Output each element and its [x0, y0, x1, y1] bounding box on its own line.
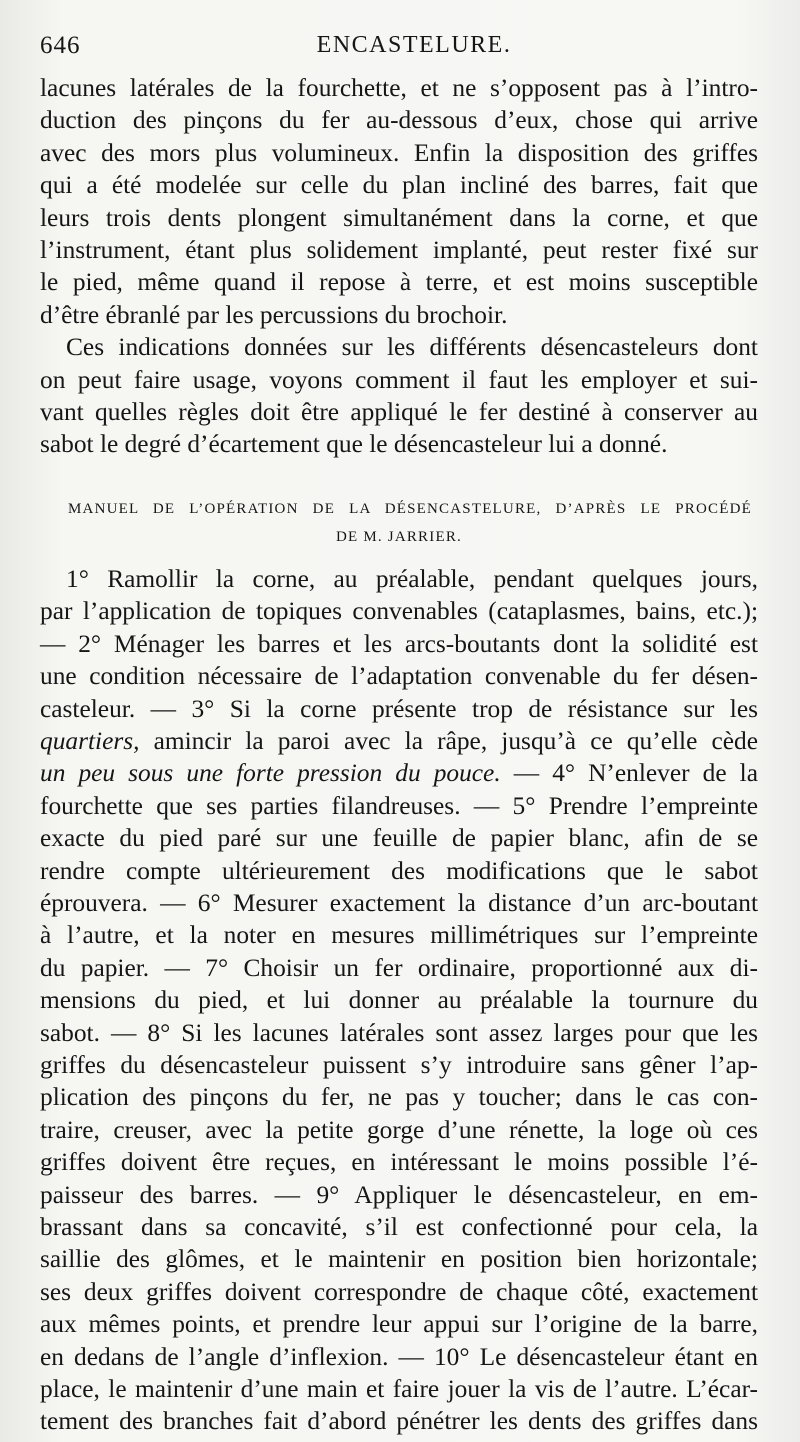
text-line: rendre compte ultérieurement des modifications que le sabot — [40, 856, 758, 885]
text-line: tement des branches fait d’abord pénétrer les dents des griffes dans — [40, 1407, 758, 1436]
paragraph-1 — [40, 72, 758, 331]
section-heading-line: DE M. JARRIER. — [336, 528, 462, 545]
italic-phrase: un peu sous une forte pression du pouce. — [40, 759, 501, 788]
text-line: casteleur. — 3° Si la corne présente trop de résistance sur les — [40, 694, 758, 723]
text-line: à l’autre, et la noter en mesures millimétriques sur l’empreinte — [40, 921, 758, 950]
text-line: plication des pinçons du fer, ne pas y toucher; dans le cas con- — [40, 1083, 758, 1112]
italic-phrase: quartiers, — [40, 726, 140, 755]
section-heading — [40, 497, 758, 549]
text-line: vant quelles règles doit être appliqué le fer destiné à conserver au — [40, 398, 758, 427]
text-line: une condition nécessaire de l’adaptation convenable du fer désen- — [40, 662, 758, 691]
text-line: aux mêmes points, et prendre leur appui sur l’origine de la barre, — [40, 1310, 758, 1339]
text-line: exacte du pied paré sur une feuille de papier blanc, afin de se — [40, 824, 758, 853]
text-line: 1° Ramollir la corne, au préalable, pendant quelques jours, — [66, 564, 758, 593]
text-line: traire, creuser, avec la petite gorge d’une rénette, la loge où ces — [40, 1115, 758, 1144]
text-line: éprouvera. — 6° Mesurer exactement la distance d’un arc-boutant — [40, 888, 758, 917]
text-line: paisseur des barres. — 9° Appliquer le désencasteleur, en em- — [40, 1180, 758, 1209]
text-line: qui a été modelée sur celle du plan incliné des barres, fait que — [40, 171, 758, 200]
procedure-steps — [40, 563, 758, 1438]
text-line: avec des mors plus volumineux. Enfin la disposition des griffes — [40, 138, 758, 167]
text-line: d’être ébranlé par les percussions du brochoir. — [40, 300, 508, 329]
text-line: on peut faire usage, voyons comment il faut les employer et sui- — [40, 365, 758, 394]
text-line: lacunes latérales de la fourchette, et ne s’opposent pas à l’intro- — [40, 74, 758, 102]
text-line: quartiers, amincir la paroi avec la râpe, jusqu’à ce qu’elle cède — [40, 726, 758, 755]
text-line: mensions du pied, et lui donner au préalable la tournure du — [40, 986, 758, 1015]
section-heading-line: MANUEL DE L’OPÉRATION DE LA DÉSENCASTELURE, D’APRÈS LE PROCÉDÉ — [68, 500, 752, 517]
text-line: — 2° Ménager les barres et les arcs-boutants dont la solidité est — [40, 629, 758, 658]
text-line: brassant dans sa concavité, s’il est confectionné pour cela, la — [40, 1213, 758, 1241]
text-line: fourchette que ses parties filandreuses. — 5° Prendre l’empreinte — [40, 791, 758, 820]
text-line: par l’application de topiques convenables (cataplasmes, bains, etc.); — [40, 597, 758, 626]
text-line: Ces indications données sur les différents désencasteleurs dont — [66, 333, 758, 362]
text-line: ses deux griffes doivent correspondre de chaque côté, exactement — [40, 1277, 758, 1306]
text-line: l’instrument, étant plus solidement implanté, peut rester fixé sur — [40, 236, 758, 265]
text-line: sabot le degré d’écartement que le désencasteleur lui a donné. — [40, 430, 668, 459]
text-line: saillie des glômes, et le maintenir en position bien horizontale; — [40, 1245, 758, 1274]
running-head — [40, 28, 758, 72]
text-line: en dedans de l’angle d’inflexion. — 10° Le désencasteleur étant en — [40, 1342, 758, 1371]
text-line: griffes du désencasteleur puissent s’y introduire sans gêner l’ap- — [40, 1050, 758, 1079]
text-line: le pied, même quand il repose à terre, et est moins susceptible — [40, 268, 758, 297]
paragraph-2 — [40, 331, 758, 461]
text-line: place, le maintenir d’une main et faire jouer la vis de l’autre. L’écar- — [40, 1375, 758, 1404]
text-line: leurs trois dents plongent simultanément dans la corne, et que — [40, 203, 758, 232]
text-line: griffes doivent être reçues, en intéressant le moins possible l’é- — [40, 1148, 758, 1177]
page-number: 646 — [40, 32, 81, 59]
text-line: duction des pinçons du fer au-dessous d’eux, chose qui arrive — [40, 106, 758, 135]
text-line: un peu sous une forte pression du pouce. — 4° N’enlever de la — [40, 759, 758, 788]
text-line: sabot. — 8° Si les lacunes latérales sont assez larges pour que les — [40, 1018, 758, 1047]
running-title: ENCASTELURE. — [316, 32, 512, 58]
text-line: du papier. — 7° Choisir un fer ordinaire, proportionné aux di- — [40, 953, 758, 982]
